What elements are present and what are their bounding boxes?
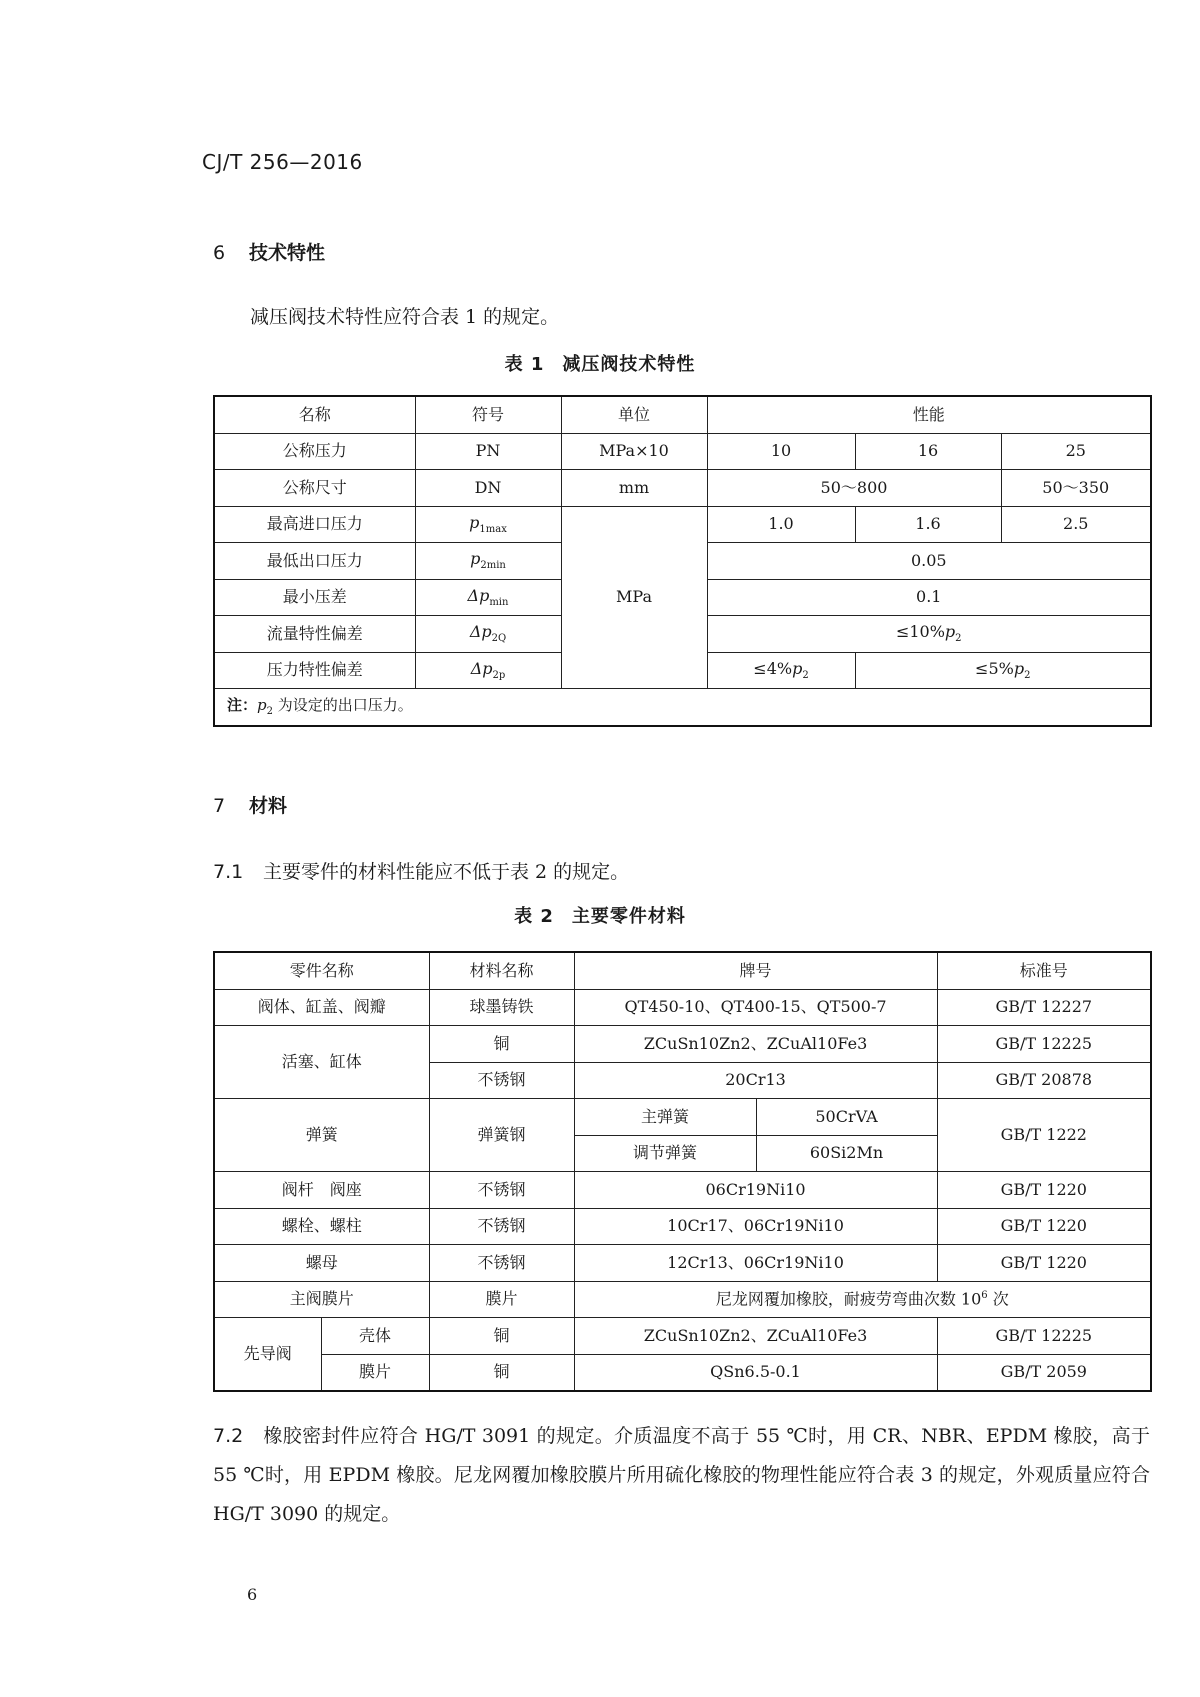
section-6-title: 技术特性	[249, 242, 326, 264]
table-cell: 膜片	[429, 1281, 574, 1318]
table-2-caption-number: 表 2	[514, 906, 554, 927]
table-cell: 压力特性偏差	[214, 652, 415, 689]
table-cell: 12Cr13、06Cr19Ni10	[574, 1245, 937, 1282]
table-row	[214, 433, 1151, 470]
header-cell: 名称	[214, 396, 415, 433]
table-2-caption	[0, 902, 1200, 928]
table-cell: 最低出口压力	[214, 543, 415, 580]
header-cell: 牌号	[574, 952, 937, 989]
table-cell: $\le 5\%p_2$	[855, 652, 1151, 689]
table-cell: 阀体、缸盖、阀瓣	[214, 989, 429, 1026]
table-cell: 0.1	[707, 579, 1151, 616]
header-cell: 标准号	[937, 952, 1151, 989]
table-row	[214, 470, 1151, 507]
table-row	[214, 1099, 1151, 1136]
section-7-1-number: 7.1	[213, 861, 244, 883]
table-cell: 螺母	[214, 1245, 429, 1282]
table-row	[214, 506, 1151, 543]
table-cell: 活塞、缸体	[214, 1026, 429, 1099]
table-cell: $\Delta p_{2Q}$	[415, 616, 561, 653]
table-cell: 1.0	[707, 506, 855, 543]
table-row	[214, 1208, 1151, 1245]
table-cell: 50～800	[707, 470, 1001, 507]
table-row	[214, 1026, 1151, 1063]
table-cell: mm	[561, 470, 707, 507]
section-7-heading	[213, 791, 287, 818]
table-cell: 50～350	[1001, 470, 1151, 507]
table-1-caption-number: 表 1	[504, 354, 545, 375]
table-cell: 壳体	[321, 1318, 429, 1355]
table-row	[214, 396, 1151, 433]
section-7-2-number: 7.2	[213, 1425, 244, 1447]
table-cell: 球墨铸铁	[429, 989, 574, 1026]
table-cell: $\le 10\%p_2$	[707, 616, 1151, 653]
table-cell: QSn6.5-0.1	[574, 1354, 937, 1391]
section-7-2	[213, 1417, 1150, 1534]
table-cell: 主阀膜片	[214, 1281, 429, 1318]
section-7-1-text: 主要零件的材料性能应不低于表 2 的规定。	[263, 861, 630, 883]
table-row-note	[214, 689, 1151, 726]
table-cell: $\Delta p_{2p}$	[415, 652, 561, 689]
table-cell: 铜	[429, 1318, 574, 1355]
table-cell: 50CrVA	[756, 1099, 937, 1136]
table-cell: 铜	[429, 1026, 574, 1063]
table-row	[214, 989, 1151, 1026]
table-cell-unit-mpa: MPa	[561, 506, 707, 689]
table-cell: ZCuSn10Zn2、ZCuAl10Fe3	[574, 1318, 937, 1355]
table-2-caption-title: 主要零件材料	[571, 906, 686, 927]
table-cell: 阀杆 阀座	[214, 1172, 429, 1209]
section-7-2-text: 橡胶密封件应符合 HG/T 3091 的规定。介质温度不高于 55 ℃时，用 CR、NBR、EPDM 橡胶，高于 55 ℃时，用 EPDM 橡胶。尼龙网覆加橡胶膜片所用硫化橡胶的物理性能应符合表 3 的规定，外观质量应符合 HG/T 3090 的规定。	[213, 1425, 1150, 1525]
table-cell: 不锈钢	[429, 1062, 574, 1099]
table-row	[214, 1318, 1151, 1355]
table-cell: MPa×10	[561, 433, 707, 470]
table-cell: 10	[707, 433, 855, 470]
table-cell: $p_{1max}$	[415, 506, 561, 543]
page-number: 6	[247, 1585, 258, 1604]
table-row	[214, 952, 1151, 989]
table-row	[214, 1354, 1151, 1391]
table-1-note: 注：$p_2$ 为设定的出口压力。	[214, 689, 1151, 726]
table-cell: 公称压力	[214, 433, 415, 470]
table-cell: 弹簧钢	[429, 1099, 574, 1172]
header-cell: 单位	[561, 396, 707, 433]
table-cell: GB/T 12225	[937, 1026, 1151, 1063]
table-cell: 铜	[429, 1354, 574, 1391]
table-cell: $\le 4\%p_2$	[707, 652, 855, 689]
table-1-caption	[0, 350, 1200, 376]
table-cell: 公称尺寸	[214, 470, 415, 507]
table-cell: 尼龙网覆加橡胶，耐疲劳弯曲次数 $10^6$ 次	[574, 1281, 1151, 1318]
table-2	[213, 951, 1152, 1392]
table-row	[214, 1172, 1151, 1209]
section-6-number: 6	[213, 242, 226, 264]
section-6-text: 减压阀技术特性应符合表 1 的规定。	[250, 306, 560, 328]
table-cell: $p_{2min}$	[415, 543, 561, 580]
table-cell: 1.6	[855, 506, 1001, 543]
table-cell: 最高进口压力	[214, 506, 415, 543]
table-cell: 膜片	[321, 1354, 429, 1391]
table-cell: $\Delta p_{min}$	[415, 579, 561, 616]
table-cell: 不锈钢	[429, 1245, 574, 1282]
table-cell: GB/T 12225	[937, 1318, 1151, 1355]
table-cell: 最小压差	[214, 579, 415, 616]
header-cell: 性能	[707, 396, 1151, 433]
table-cell: GB/T 1220	[937, 1208, 1151, 1245]
table-cell: GB/T 2059	[937, 1354, 1151, 1391]
table-1-caption-title: 减压阀技术特性	[562, 354, 696, 375]
table-1	[213, 395, 1152, 727]
table-row	[214, 1281, 1151, 1318]
table-cell: 10Cr17、06Cr19Ni10	[574, 1208, 937, 1245]
table-cell: 先导阀	[214, 1318, 321, 1392]
table-cell: GB/T 1220	[937, 1172, 1151, 1209]
table-cell: 调节弹簧	[574, 1135, 756, 1172]
standard-code: CJ/T 256—2016	[202, 150, 363, 174]
table-cell: 螺栓、螺柱	[214, 1208, 429, 1245]
table-cell: ZCuSn10Zn2、ZCuAl10Fe3	[574, 1026, 937, 1063]
table-cell: 06Cr19Ni10	[574, 1172, 937, 1209]
section-7-1	[213, 857, 629, 884]
table-cell: 0.05	[707, 543, 1151, 580]
section-7-title: 材料	[249, 795, 288, 817]
table-cell: 不锈钢	[429, 1172, 574, 1209]
table-cell: 2.5	[1001, 506, 1151, 543]
table-cell: PN	[415, 433, 561, 470]
table-cell: 16	[855, 433, 1001, 470]
table-cell: 25	[1001, 433, 1151, 470]
table-cell: GB/T 20878	[937, 1062, 1151, 1099]
header-cell: 材料名称	[429, 952, 574, 989]
header-cell: 符号	[415, 396, 561, 433]
header-cell: 零件名称	[214, 952, 429, 989]
table-cell: 20Cr13	[574, 1062, 937, 1099]
table-cell: 不锈钢	[429, 1208, 574, 1245]
section-6-heading	[213, 238, 325, 265]
table-cell: DN	[415, 470, 561, 507]
table-cell: 主弹簧	[574, 1099, 756, 1136]
table-cell: 流量特性偏差	[214, 616, 415, 653]
table-cell: 60Si2Mn	[756, 1135, 937, 1172]
table-cell: GB/T 12227	[937, 989, 1151, 1026]
table-row	[214, 1245, 1151, 1282]
section-7-number: 7	[213, 795, 226, 817]
table-cell: QT450-10、QT400-15、QT500-7	[574, 989, 937, 1026]
table-cell: GB/T 1220	[937, 1245, 1151, 1282]
table-cell: GB/T 1222	[937, 1099, 1151, 1172]
table-cell: 弹簧	[214, 1099, 429, 1172]
